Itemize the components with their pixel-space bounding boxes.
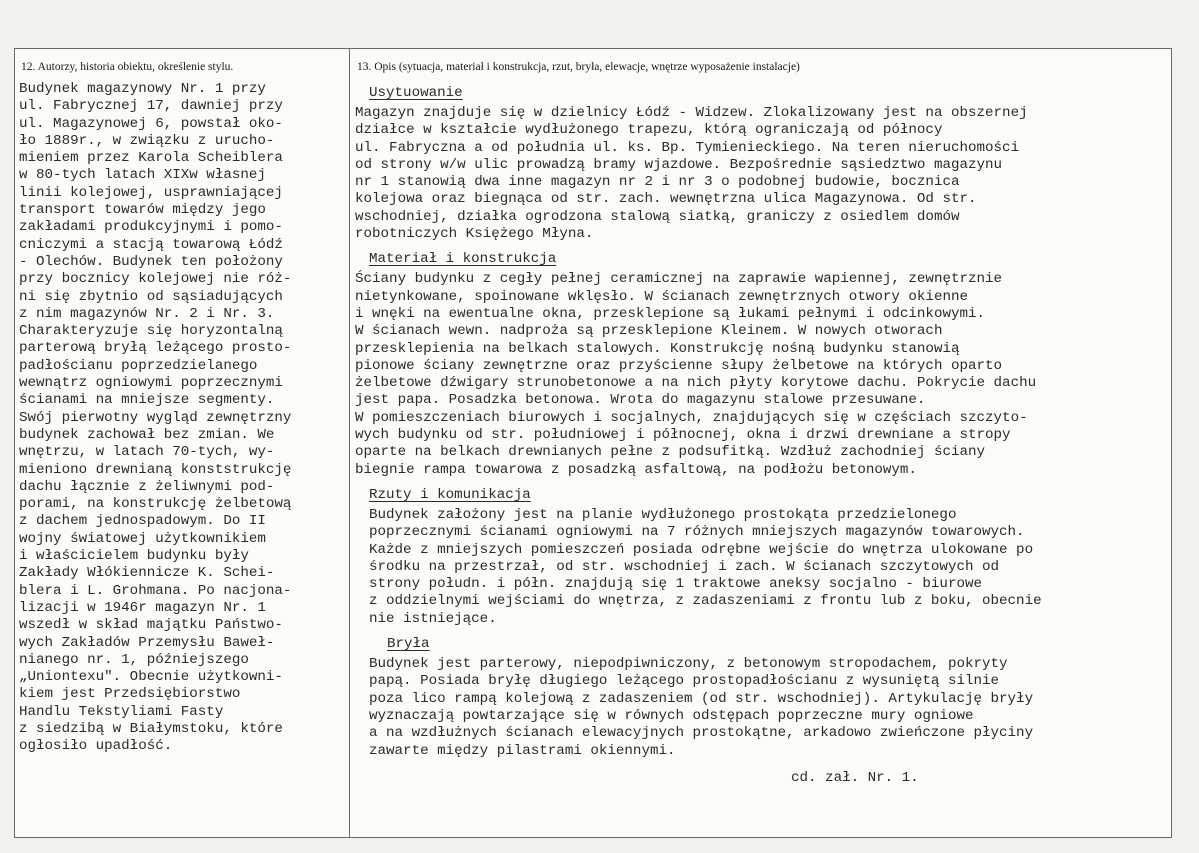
history-text-line: zakładami produkcyjnymi i pomo- <box>19 219 283 236</box>
history-text-line: ło 1889r., w związku z urucho- <box>19 132 275 149</box>
history-text-line: - Olechów. Budynek ten położony <box>19 253 283 270</box>
history-text-line: nianego nr. 1, późniejszego <box>19 651 249 668</box>
section-heading-wrap <box>355 634 1169 656</box>
description-text-line: wyznaczają powtarzające się w równych odstępach poprzeczne mury ogniowe <box>369 707 974 724</box>
description-text-line: W pomieszczeniach biurowych i socjalnych, znajdujących się w częściach szczyto- <box>355 409 1028 426</box>
history-text-line: padłościanu poprzedzielanego <box>19 357 258 374</box>
section-heading: Bryła <box>387 636 430 653</box>
history-text-line: i właścicielem budynku były <box>19 548 249 565</box>
history-text-line: budynek zachował bez zmian. We <box>19 426 275 443</box>
history-text-line: porami, na konstrukcję żelbetową <box>19 496 292 513</box>
history-text-line: cniczymi a stacją towarową Łódź <box>19 236 283 253</box>
history-text-line: transport towarów między jego <box>19 202 266 219</box>
section-heading-wrap <box>355 485 1169 507</box>
history-text-line: parterową bryłą leżącego prosto- <box>19 340 292 357</box>
history-text-line: z nim magazynów Nr. 2 i Nr. 3. <box>19 305 275 322</box>
description-text-line: nie istniejące. <box>369 610 497 627</box>
history-text-line: mieniem przez Karola Scheiblera <box>19 150 283 167</box>
description-text-line: oparte na belkach drewnianych pełne z podsufitką. Wzdłuż zachodniej ściany <box>355 444 986 461</box>
history-text-line: ul. Magazynowej 6, powstał oko- <box>19 115 283 132</box>
description-text-line: od strony w/w ulic prowadzą bramy wjazdowe. Bezpośrednie sąsiedztwo magazynu <box>355 156 1003 173</box>
description-text-line: przesklepienia na belkach stalowych. Konstrukcję nośną budynku stanowią <box>355 340 960 357</box>
section-heading: Usytuowanie <box>369 85 463 101</box>
description-text-line: papą. Posiada bryłę długiego leżącego prostopadłościanu z wysuniętą silnie <box>369 673 1000 690</box>
history-text-line: wych Zakładów Przemysłu Baweł- <box>19 634 275 651</box>
history-text-line: z siedzibą w Białymstoku, które <box>19 720 283 737</box>
description-text-line: żelbetowe dźwigary strunobetonowe a na nich płyty korytowe dachu. Pokrycie dachu <box>355 375 1037 392</box>
history-text-line: Zakłady Włókiennicze K. Schei- <box>19 565 275 582</box>
history-text-line: mieniono drewnianą konststrukcję <box>19 461 292 478</box>
history-text-line: Swój pierwotny wygląd zewnętrzny <box>19 409 292 426</box>
description-text-line: Budynek założony jest na planie wydłużonego prostokąta przedzielonego <box>369 506 957 523</box>
column-divider <box>349 49 350 837</box>
description-text-line: pionowe ściany zewnętrzne oraz przyścienne słupy żelbetowe na których oparto <box>355 357 1003 374</box>
section-heading-wrap <box>355 83 1169 105</box>
description-text-line: poprzecznymi ścianami ogniowymi na 7 różnych mniejszych magazynów towarowych. <box>369 524 1025 541</box>
history-text-line: blera i L. Grohmana. Po nacjona- <box>19 582 292 599</box>
document-sheet <box>14 48 1172 838</box>
description-text-line: Magazyn znajduje się w dzielnicy Łódź - Widzew. Zlokalizowany jest na obszernej <box>355 105 1028 121</box>
description-text-line: robotniczych Księżego Młyna. <box>355 226 594 243</box>
description-text-line: W ścianach wewn. nadproża są przesklepione Kleinem. W nowych otworach <box>355 323 943 340</box>
description-text-line: biegnie rampa towarowa z posadzką asfaltową, na podłożu betonowym. <box>355 461 917 478</box>
history-text-line: przy bocznicy kolejowej nie róż- <box>19 271 292 288</box>
description-column <box>355 83 1169 787</box>
description-text-line: środku na przestrzał, od str. wschodniej i zach. W ścianach szczytowych od <box>369 558 1000 575</box>
description-text-line: Każde z mniejszych pomieszczeń posiada odrębne wejście do wnętrza ulokowane po <box>369 541 1034 558</box>
history-text-line: wnętrzu, w latach 70-tych, wy- <box>19 444 275 461</box>
history-text-line: „Uniontexu". Obecnie użytkowni- <box>19 669 283 686</box>
description-text-line: ul. Fabryczna a od południa ul. ks. Bp. Tymienieckiego. Na teren nieruchomości <box>355 139 1020 156</box>
history-text-line: Budynek magazynowy Nr. 1 przy <box>19 81 266 97</box>
history-text-line: wojny światowej użytkownikiem <box>19 530 266 547</box>
section-heading: Materiał i konstrukcja <box>369 251 557 268</box>
description-text-line: poza lico rampą kolejową z zadaszeniem (od str. wschodniej). Artykulację bryły <box>369 690 1034 707</box>
history-text-line: linii kolejowej, usprawniającej <box>19 184 283 201</box>
description-text-line: jest papa. Posadzka betonowa. Wrota do magazynu stalowe przesuwane. <box>355 392 926 409</box>
section-heading: Rzuty i komunikacja <box>369 486 531 503</box>
description-text-line: Ściany budynku z cegły pełnej ceramicznej na zaprawie wapiennej, zewnętrznie <box>355 271 1003 288</box>
history-text-line: z dachem jednospadowym. Do II <box>19 513 266 530</box>
history-text-line: kiem jest Przedsiębiorstwo <box>19 686 241 703</box>
history-column <box>19 81 349 756</box>
history-text-line: wszedł w skład majątku Państwo- <box>19 617 283 634</box>
description-text-line: a na wzdłużnych ścianach elewacyjnych prostokątne, arkadowo zwieńczone płyciny <box>369 725 1034 742</box>
continuation-note: cd. zał. Nr. 1. <box>791 769 919 786</box>
description-text-line: i wnęki na ewentualne okna, przesklepione są łukami pełnymi i odcinkowymi. <box>355 305 986 322</box>
description-text-line: z oddzielnymi wejściami do wnętrza, z zadaszeniami z frontu lub z boku, obecnie <box>369 593 1042 610</box>
history-text-line: wewnątrz ogniowymi poprzecznymi <box>19 375 283 392</box>
history-text-line: ul. Fabrycznej 17, dawniej przy <box>19 98 283 115</box>
left-column-header: 12. Autorzy, historia obiektu, określenie stylu. <box>21 61 234 73</box>
description-text-line: Budynek jest parterowy, niepodpiwniczony, z betonowym stropodachem, pokryty <box>369 656 1008 673</box>
history-text-line: w 80-tych latach XIXw własnej <box>19 167 266 184</box>
history-text-line: ogłosiło upadłość. <box>19 738 173 755</box>
history-text-line: ścianami na mniejsze segmenty. <box>19 392 275 409</box>
right-column-header: 13. Opis (sytuacja, materiał i konstrukcja, rzut, bryła, elewacje, wnętrze wyposażenie instalacje) <box>357 61 800 73</box>
description-text-line: zawarte między pilastrami okiennymi. <box>369 742 676 759</box>
history-text-line: lizacji w 1946r magazyn Nr. 1 <box>19 599 266 616</box>
description-text-line: wschodniej, działka ogrodzona stalową siatką, graniczy z osiedlem domów <box>355 208 960 225</box>
history-text-line: Charakteryzuje się horyzontalną <box>19 323 283 340</box>
section-gap <box>355 760 1169 766</box>
history-text-line: ni się zbytnio od sąsiadujących <box>19 288 283 305</box>
description-text-line: działce w kształcie wydłużonego trapezu, którą ograniczają od północy <box>355 122 943 139</box>
description-text-line: nr 1 stanowią dwa inne magazyn nr 2 i nr 3 o podobnej budowie, bocznica <box>355 174 960 191</box>
description-text-line: nietynkowane, spoinowane wklęsło. W ścianach zewnętrznych otwory okienne <box>355 288 968 305</box>
history-text-line: dachu łącznie z żeliwnymi pod- <box>19 478 275 495</box>
description-text-line: wych budynku od str. południowej i północnej, okna i drzwi drewniane a stropy <box>355 427 1011 444</box>
history-text-line: Handlu Tekstyliami Fasty <box>19 703 224 720</box>
description-text-line: kolejowa oraz biegnąca od str. zach. wewnętrzna ulica Magazynowa. Od str. <box>355 191 977 208</box>
description-text-line: strony połudn. i półn. znajdują się 1 traktowe aneksy socjalno - biurowe <box>369 576 982 593</box>
section-heading-wrap <box>355 249 1169 271</box>
